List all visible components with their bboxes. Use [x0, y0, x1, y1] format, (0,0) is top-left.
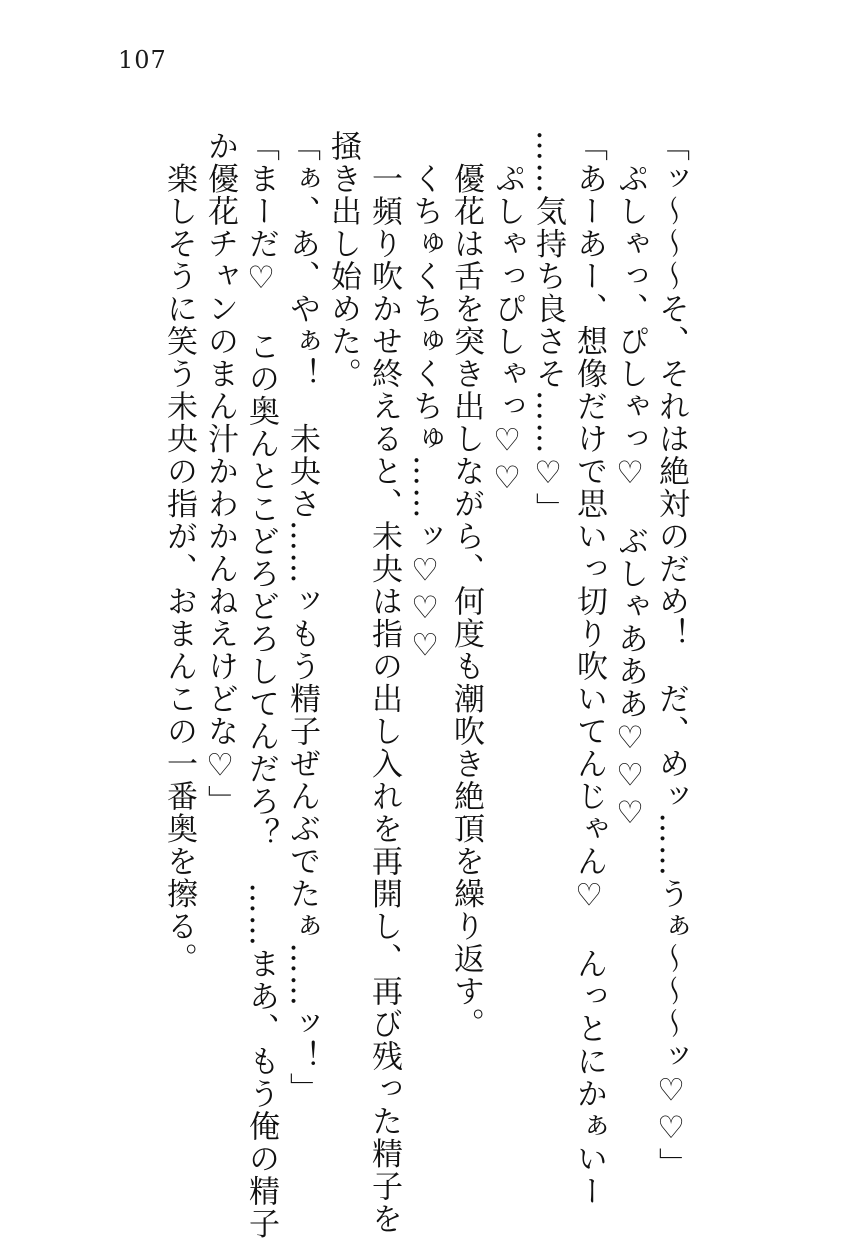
text-line: 「あーあー、想像だけで思いっ切り吹いてんじゃん♡ んっとにかぁいー: [571, 130, 607, 1208]
text-line: ぷしゃっ、ぴしゃっ♡ ぶしゃあああ♡♡♡: [612, 130, 648, 833]
text-line: か優花チャンのまん汁かわかんねえけどな♡」: [202, 130, 238, 818]
text-line: くちゅくちゅくちゅ……ッ♡♡♡: [407, 130, 443, 665]
text-line: 優花は舌を突き出しながら、何度も潮吹き絶頂を繰り返す。: [448, 130, 484, 1040]
text-line: 「ぁ、あ、やぁ！ 未央さ……ッもう精子ぜんぶでたぁ……ッ！」: [284, 130, 320, 1105]
text-line: ……気持ち良さそ……♡」: [530, 130, 566, 525]
page-number: 107: [118, 46, 167, 74]
text-line: 掻き出し始めた。: [325, 130, 361, 390]
text-line: 「ッ〜〜〜そ、それは絶対のだめ！ だ、めッ……うぁ〜〜〜ッ♡♡」: [653, 130, 689, 1180]
text-line: ぷしゃっぴしゃっ♡♡: [489, 130, 525, 498]
vertical-text-body: [158, 130, 691, 1240]
text-line: 一頻り吹かせ終えると、未央は指の出し入れを再開し、再び残った精子を: [366, 130, 402, 1235]
text-line: 「まーだ♡ この奥んとこどろどろしてんだろ？ ……まあ、もう俺の精子: [243, 130, 279, 1240]
text-line: 楽しそうに笑う未央の指が、おまんこの一番奥を擦る。: [161, 130, 197, 975]
